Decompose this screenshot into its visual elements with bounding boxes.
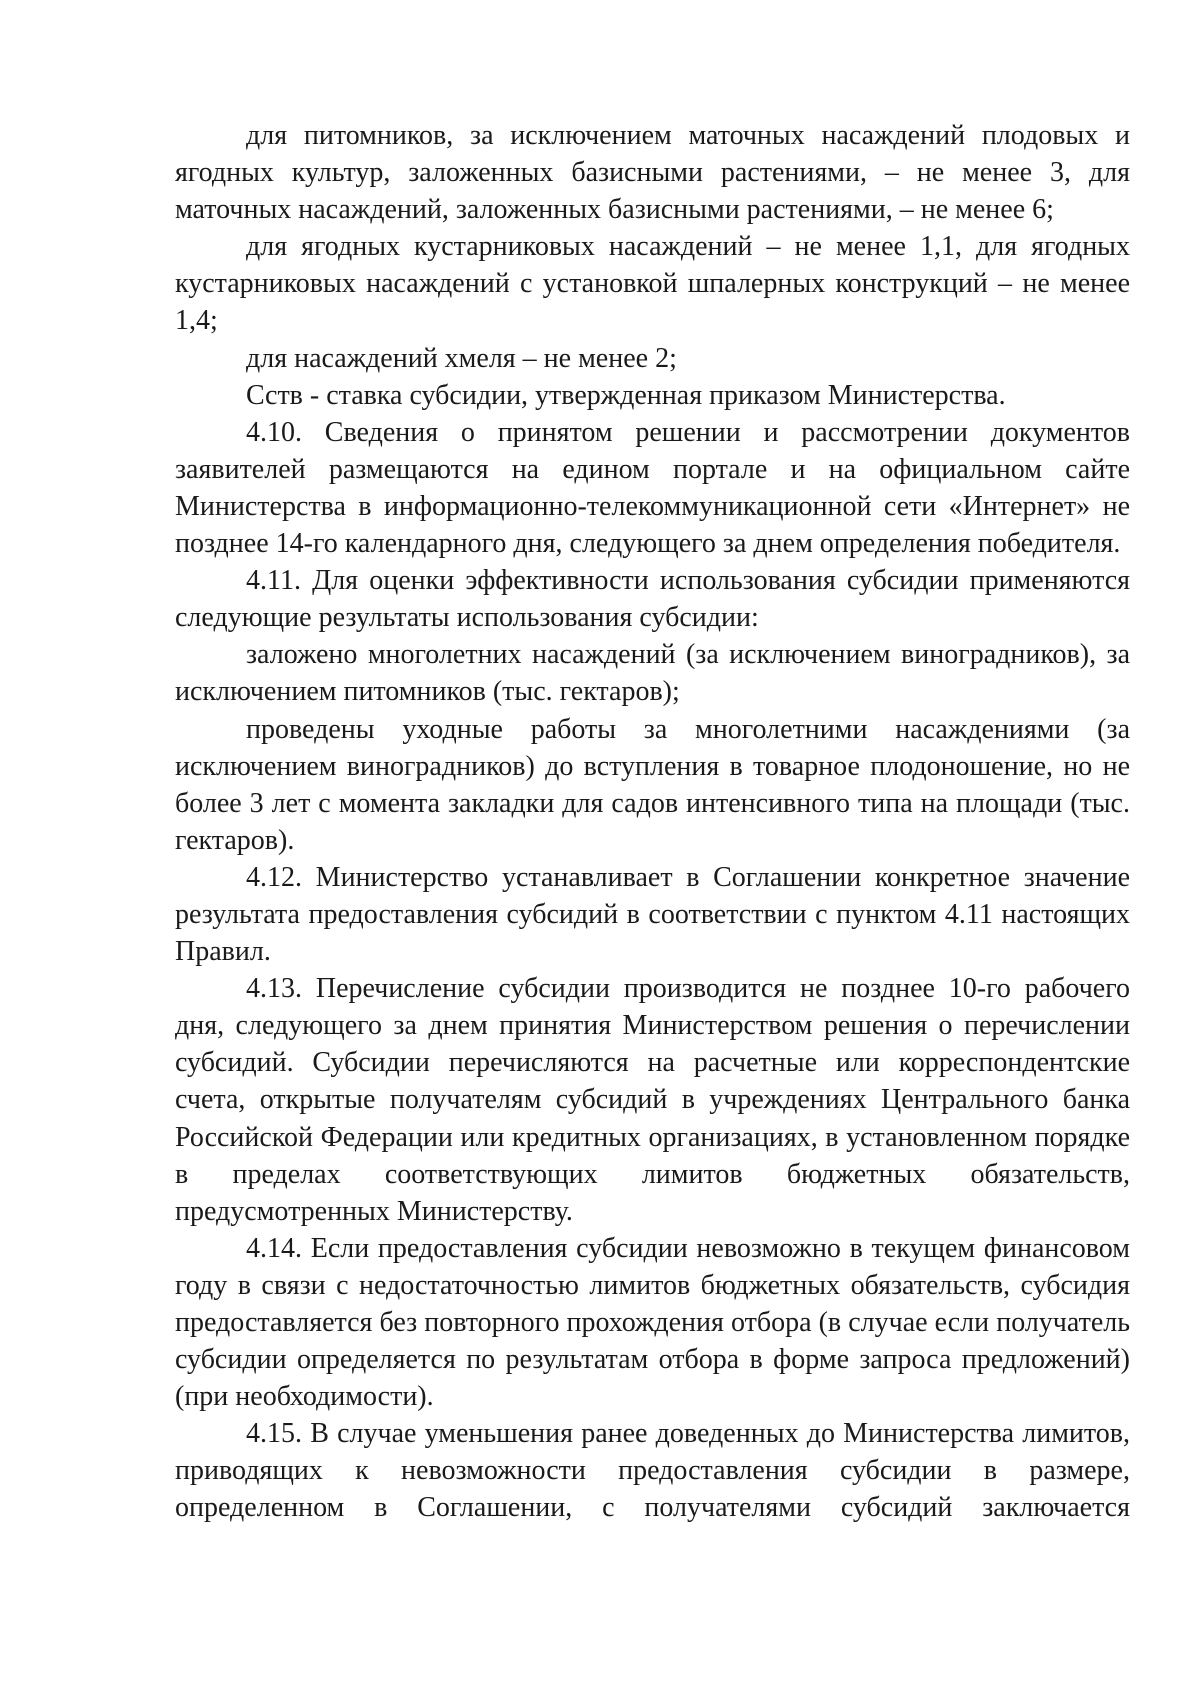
paragraph-4-10: 4.10. Сведения о принятом решении и рассмотрении документов заявителей размещаются на едином портале и на официальном сайте Министерства в информационно-телекоммуникационной сети «Интернет» не позднее 14-го календарного дня, следующего за днем определения победителя. [175, 416, 1130, 560]
document-body [175, 117, 1130, 1527]
paragraph-nurseries: для питомников, за исключением маточных насаждений плодовых и ягодных культур, заложенных базисными растениями, – не менее 3, для маточных насаждений, заложенных базисными растениями, – не менее 6; [175, 120, 1130, 226]
paragraph-hops: для насаждений хмеля – не менее 2; [246, 342, 677, 374]
paragraph-4-11: 4.11. Для оценки эффективности использования субсидии применяются следующие результаты использования субсидии: [175, 565, 1130, 634]
paragraph-berry-bushes: для ягодных кустарниковых насаждений – не менее 1,1, для ягодных кустарниковых насаждений с установкой шпалерных конструкций – не менее 1,4; [175, 231, 1130, 337]
paragraph-4-14: 4.14. Если предоставления субсидии невозможно в текущем финансовом году в связи с недостаточностью лимитов бюджетных обязательств, субсидия предоставляется без повторного прохождения отбора (в случае если получатель субсидии определяется по результатам отбора в форме запроса предложений) (при необходимости). [175, 1232, 1130, 1413]
paragraph-4-15: 4.15. В случае уменьшения ранее доведенных до Министерства лимитов, приводящих к невозможности предоставления субсидии в размере, определенном в Соглашении, с получателями субсидий заключается [175, 1418, 1130, 1524]
paragraph-4-12: 4.12. Министерство устанавливает в Соглашении конкретное значение результата предоставления субсидий в соответствии с пунктом 4.11 настоящих Правил. [175, 861, 1130, 968]
paragraph-result-planted: заложено многолетних насаждений (за исключением виноградников), за исключением питомников (тыс. гектаров); [175, 639, 1130, 708]
paragraph-4-13: 4.13. Перечисление субсидии производится не позднее 10-го рабочего дня, следующего за днем принятия Министерством решения о перечислении субсидий. Субсидии перечисляются на расчетные или корреспондентские счета, открытые получателям субсидий в учреждениях Центрального банка Российской Федерации или кредитных организациях, в установленном порядке в пределах соответствующих лимитов бюджетных обязательств, предусмотренных Министерству. [175, 973, 1130, 1227]
paragraph-result-maintenance: проведены уходные работы за многолетними насаждениями (за исключением виноградников) до вступления в товарное плодоношение, но не более 3 лет с момента закладки для садов интенсивного типа на площади (тыс. гектаров). [175, 713, 1130, 856]
paragraph-subsidy-rate: Сств - ставка субсидии, утвержденная приказом Министерства. [246, 379, 1006, 411]
